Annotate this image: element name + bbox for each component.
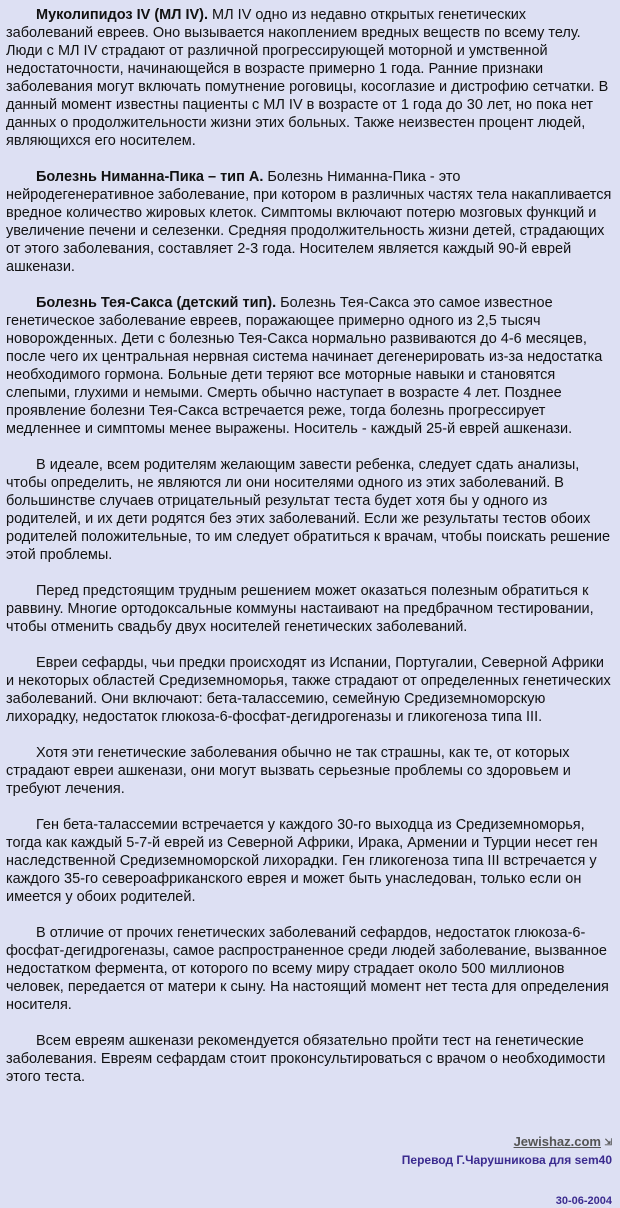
paragraph-title: Муколипидоз IV (МЛ IV).: [36, 7, 209, 23]
paragraph-tay-sachs: [6, 294, 612, 438]
paragraph-niemann-pick: [6, 168, 612, 276]
translator-credit: Перевод Г.Чарушникова для sem40: [401, 1153, 612, 1167]
paragraph-text: Болезнь Ниманна-Пика - это нейродегенеративное заболевание, при котором в различных частях тела накапливается вредное количество жировых клеток. Симптомы включают потерю мозговых функций и увеличение печени и селезенки. Средняя продолжительность жизни детей, страдающих от этого заболевания, составляет 2-3 года. Носителем является каждый 90-й еврей ашкенази.: [6, 169, 612, 275]
paragraph-rabbi: [6, 582, 612, 636]
paragraph-text: МЛ IV одно из недавно открытых генетических заболеваний евреев. Оно вызывается накоплением вредных веществ по всему телу. Люди с МЛ IV страдают от различной прогрессирующей моторной и умственной недостаточности, начинающейся в возрасте примерно 1 года. Ранние признаки заболевания могут включать помутнение роговицы, косоглазие и дистрофию сетчатки. В данный момент известны пациенты с МЛ IV в возрасте от 1 года до 30 лет, но пока нет данных о продолжительности жизни этих больных. Также неизвестен процент людей, являющихся его носителем.: [6, 7, 609, 149]
paragraph-testing: [6, 456, 612, 564]
paragraph-recommendation: [6, 1032, 612, 1086]
paragraph-g6pd: [6, 924, 612, 1014]
paragraph-text: Перед предстоящим трудным решением может оказаться полезным обратиться к раввину. Многие ортодоксальные коммуны настаивают на предбрачном тестировании, чтобы отменить свадьбу двух носителей генетических заболеваний.: [6, 583, 594, 635]
paragraph-severity: [6, 744, 612, 798]
paragraph-text: В идеале, всем родителям желающим завести ребенка, следует сдать анализы, чтобы определить, не являются ли они носителями одного из этих заболеваний. В большинстве случаев отрицательный результат теста будет хотя бы у одного из родителей, и их дети родятся без этих заболеваний. Если же результаты тестов обоих родителей положительные, то им следует обратиться к врачам, чтобы поискать решение этой проблемы.: [6, 457, 611, 563]
paragraph-text: Хотя эти генетические заболевания обычно не так страшны, как те, от которых страдают евреи ашкенази, они могут вызвать серьезные проблемы со здоровьем и требуют лечения.: [6, 745, 571, 797]
paragraph-carrier-rates: [6, 816, 612, 906]
publication-date: 30-06-2004: [555, 1195, 612, 1207]
paragraph-text: В отличие от прочих генетических заболеваний сефардов, недостаток глюкоза-6-фосфат-дегидрогеназы, самое распространенное среди людей заболевание, вызванное недостатком фермента, от которого по всему миру страдает около 500 миллионов человек, передается от матери к сыну. На настоящий момент нет теста для определения носителя.: [6, 925, 609, 1013]
source-row: [0, 1134, 612, 1150]
paragraph-text: Болезнь Тея-Сакса это самое известное генетическое заболевание евреев, поражающее примерно одного из 2,5 тысяч новорожденных. Дети с болезнью Тея-Сакса нормально развиваются до 4-6 месяцев, после чего их центральная нервная система начинает дегенерировать из-за недостатка необходимого гормона. Больные дети теряют все моторные навыки и становятся слепыми, глухими и немыми. Смерть обычно наступает в возрасте 4 лет. Позднее проявление болезни Тея-Сакса встречается реже, тогда болезнь прогрессирует медленнее и симптомы менее выражены. Носитель - каждый 25-й еврей ашкенази.: [6, 295, 603, 437]
paragraph-text: Евреи сефарды, чьи предки происходят из Испании, Португалии, Северной Африки и некоторых областей Средиземноморья, также страдают от определенных генетических заболеваний. Они включают: бета-талассемию, семейную Средиземноморскую лихорадку, недостаток глюкоза-6-фосфат-дегидрогеназы и гликогеноза типа III.: [6, 655, 611, 725]
source-link[interactable]: Jewishaz.com: [513, 1134, 601, 1149]
paragraph-title: Болезнь Тея-Сакса (детский тип).: [36, 295, 277, 311]
paragraph-text: Всем евреям ашкенази рекомендуется обязательно пройти тест на генетические заболевания. Евреям сефардам стоит проконсультироваться с врачом о необходимости этого теста.: [6, 1033, 606, 1085]
paragraph-mucolipidosis: [6, 6, 612, 150]
paragraph-title: Болезнь Ниманна-Пика – тип А.: [36, 169, 264, 185]
external-link-icon: ⇲: [604, 1137, 612, 1148]
paragraph-text: Ген бета-талассемии встречается у каждого 30-го выходца из Средиземноморья, тогда как каждый 5-7-й еврей из Северной Африки, Ирака, Армении и Турции несет ген наследственной Средиземноморской лихорадки. Ген гликогеноза типа III встречается у каждого 35-го североафриканского еврея и может быть унаследован, только если он имеется у обоих родителей.: [6, 817, 598, 905]
paragraph-sephardim: [6, 654, 612, 726]
